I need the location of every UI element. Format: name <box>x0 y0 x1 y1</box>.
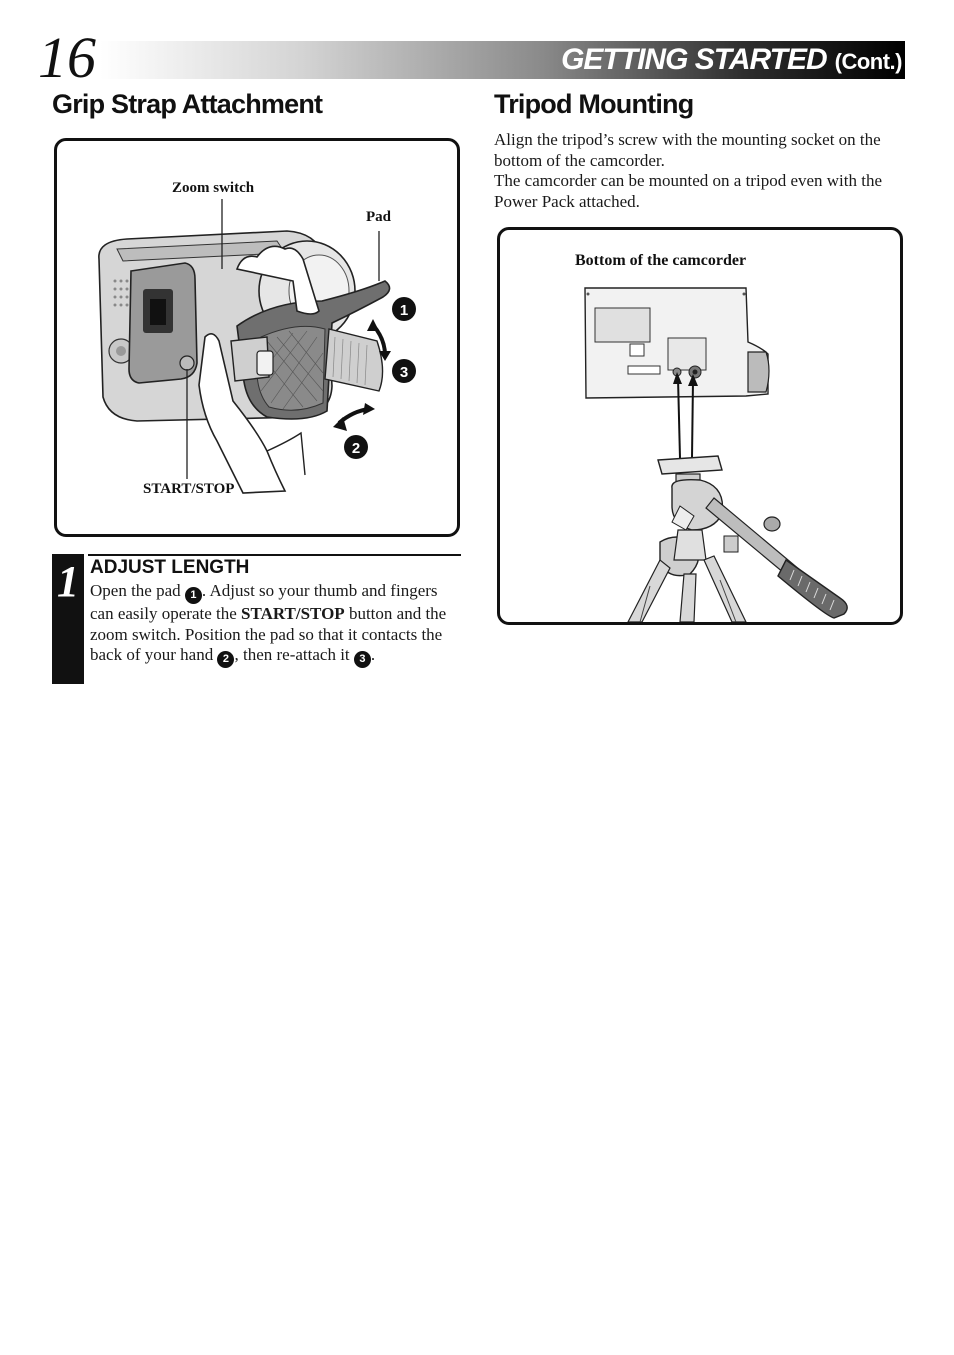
camcorder-tripod-illustration <box>500 230 900 622</box>
step-divider <box>88 554 461 556</box>
step-badge-1: 1 <box>185 587 202 604</box>
tripod-mounting-title: Tripod Mounting <box>494 89 694 119</box>
tripod-paragraph-1: Align the tripod’s screw with the mounting socket on the bottom of the camcorder. <box>494 130 881 170</box>
tripod-description <box>494 130 899 212</box>
marker-1-label: 1 <box>399 302 409 319</box>
start-stop-emphasis: START/STOP <box>241 604 345 623</box>
step-badge-3: 3 <box>354 651 371 668</box>
camcorder-bottom-label: Bottom of the camcorder <box>575 252 747 269</box>
step-text-2: . Adjust so your thumb and fingers can easily operate the <box>90 581 438 623</box>
step-instructions <box>90 581 458 668</box>
marker-2-label: 2 <box>351 440 361 457</box>
step-text-3: button and the zoom switch. Position the pad so that it contacts the back of your hand <box>90 604 447 665</box>
tripod-figure <box>497 227 903 625</box>
grip-strap-title: Grip Strap Attachment <box>52 89 323 119</box>
camcorder-hand-illustration <box>57 141 457 534</box>
step-number: 1 <box>57 557 79 606</box>
pad-label: Pad <box>366 209 392 225</box>
step-heading: ADJUST LENGTH <box>90 557 250 578</box>
step-badge-2: 2 <box>217 651 234 668</box>
grip-strap-figure <box>54 138 460 537</box>
zoom-switch-label: Zoom switch <box>172 180 255 196</box>
page-title-text: GETTING STARTED <box>561 43 827 76</box>
marker-3-label: 3 <box>399 364 409 381</box>
page-title-suffix: (Cont.) <box>834 49 902 74</box>
step-text-4: , then re-attach it <box>234 645 354 665</box>
start-stop-label: START/STOP <box>143 481 235 497</box>
step-text-5: . <box>370 645 376 665</box>
page-number: 16 <box>38 25 96 90</box>
step-text-1: Open the pad <box>90 581 185 600</box>
page-title <box>561 41 902 79</box>
tripod-paragraph-2: The camcorder can be mounted on a tripod even with the Power Pack attached. <box>494 171 883 211</box>
